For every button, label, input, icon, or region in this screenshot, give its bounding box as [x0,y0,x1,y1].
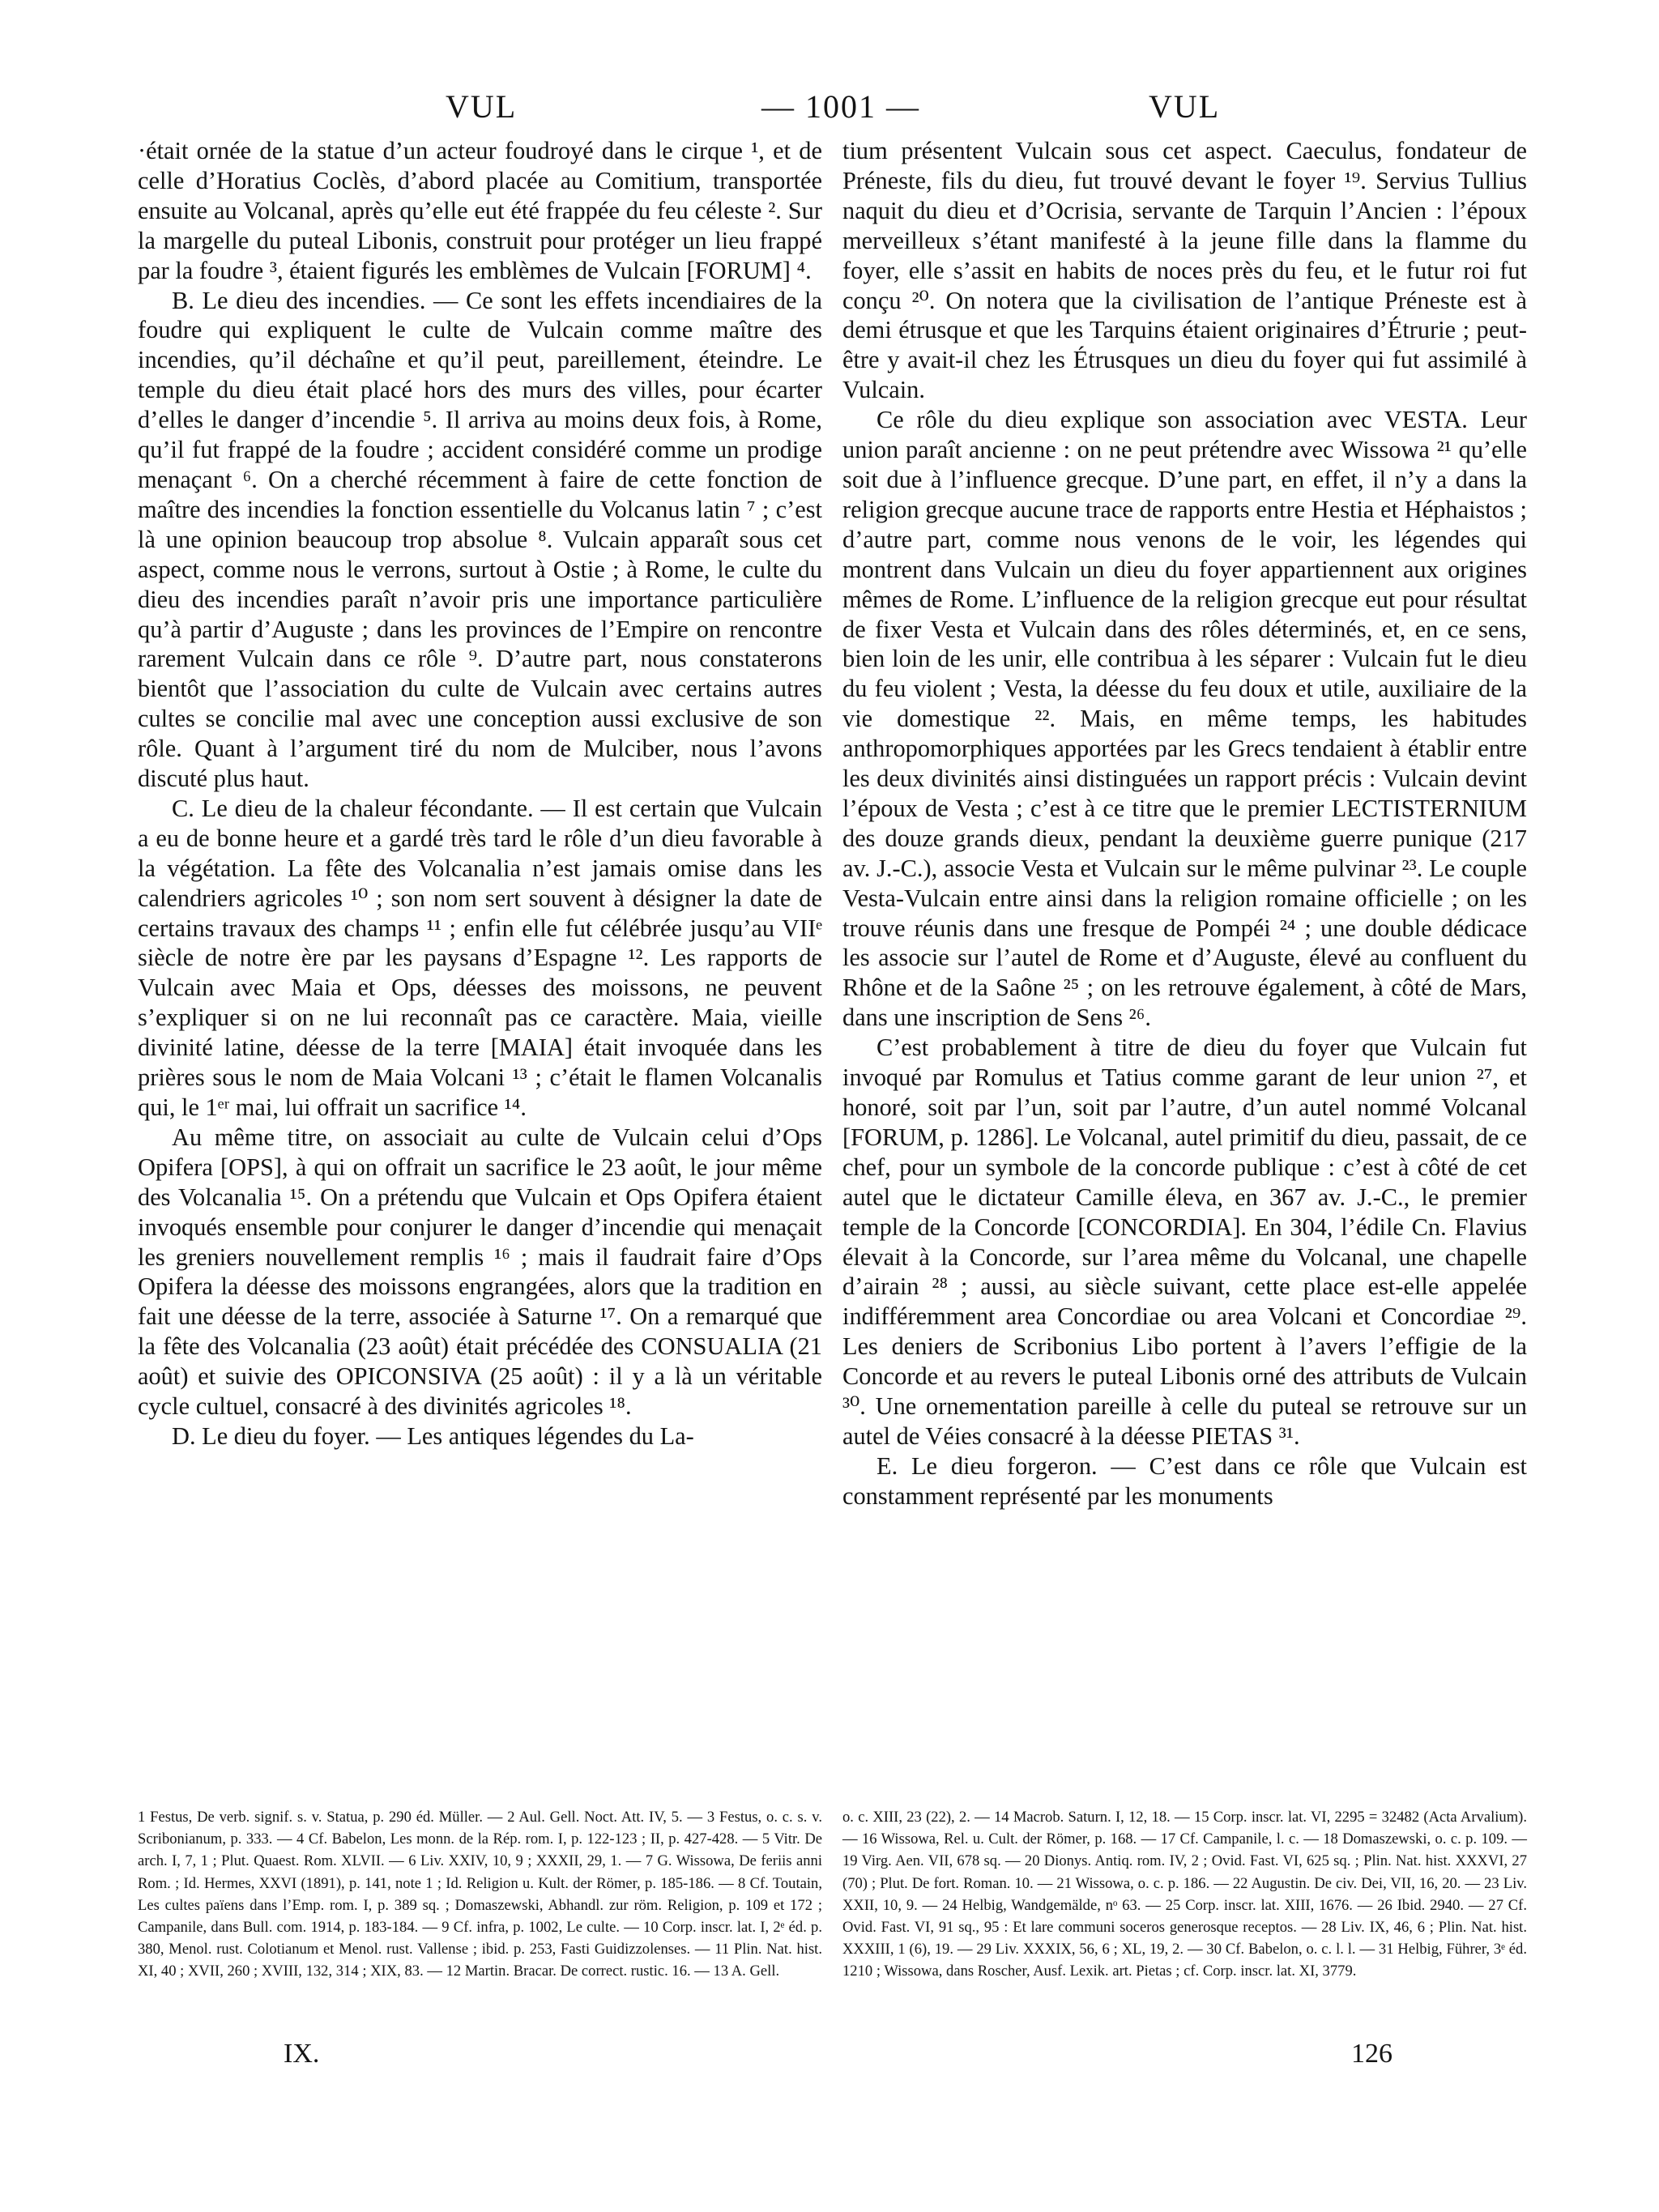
paragraph: C’est probablement à titre de dieu du foyer que Vulcain fut invoqué par Romulus et Tatius comme garant de leur union ²⁷, et honoré, soit par l’un, soit par l’autre, d’un autel nommé Volcanal [FORUM, p. 1286]. Le Volcanal, autel primitif du dieu, passait, de ce chef, pour un symbole de la concorde publique : c’est à côté de cet autel que le dictateur Camille éleva, en 367 av. J.-C., le premier temple de la Concorde [CONCORDIA]. En 304, l’édile Cn. Flavius élevait à la Concorde, sur l’area même du Volcanal, une chapelle d’airain ²⁸ ; aussi, au siècle suivant, cette place est-elle appelée indifféremment area Concordiae ou area Volcani et Concordiae ²⁹. Les deniers de Scribonius Libo portent à l’avers l’effigie de la Concorde et au revers le puteal Libonis orné des attributs de Vulcain ³⁰. Une ornementation pareille à celle du puteal se retrouve sur un autel de Véies consacré à la déesse PIETAS ³¹. [842,1034,1527,1450]
running-head-right: VUL [1149,88,1221,125]
text-column-right [842,136,1527,1511]
paragraph: Au même titre, on associait au culte de Vulcain celui d’Ops Opifera [OPS], à qui on offrait un sacrifice le 23 août, le jour même des Volcanalia ¹⁵. On a prétendu que Vulcain et Ops Opifera étaient invoqués ensemble pour conjurer le danger d’incendie qui menaçait les greniers nouvellement remplis ¹⁶ ; mais il faudrait faire d’Ops Opifera la déesse des moissons engrangées, alors que la tradition en fait une déesse de la terre, associée à Saturne ¹⁷. On a remarqué que la fête des Volcanalia (23 août) était précédée des CONSUALIA (21 août) et suivie des OPICONSIVA (25 août) : il y a là un véritable cycle cultuel, consacré à des divinités agricoles ¹⁸. [138,1123,822,1421]
footnotes-right: o. c. XIII, 23 (22), 2. — 14 Macrob. Saturn. I, 12, 18. — 15 Corp. inscr. lat. VI, 2295 = 32482 (Acta Arvalium). — 16 Wissowa, Rel. u. Cult. der Römer, p. 168. — 17 Cf. Campanile, l. c. — 18 Domaszewski, o. c. p. 109. — 19 Virg. Aen. VII, 678 sq. — 20 Dionys. Antiq. rom. IV, 2 ; Ovid. Fast. VI, 625 sq. ; Plin. Nat. hist. XXXVI, 27 (70) ; Plut. De fort. Roman. 10. — 21 Wissowa, o. c. p. 186. — 22 Augustin. De civ. Dei, VII, 16, 20. — 23 Liv. XXII, 10, 9. — 24 Helbig, Wandgemälde, nᵒ 63. — 25 Corp. inscr. lat. XIII, 1676. — 26 Ibid. 2940. — 27 Cf. Ovid. Fast. VI, 91 sq., 95 : Et lare communi soceros generosque receptos. — 28 Liv. IX, 46, 6 ; Plin. Nat. hist. XXXIII, 1 (6), 19. — 29 Liv. XXXIX, 56, 6 ; XL, 19, 2. — 30 Cf. Babelon, o. c. l. l. — 31 Helbig, Führer, 3ᵉ éd. 1210 ; Wissowa, dans Roscher, Ausf. Lexik. art. Pietas ; cf. Corp. inscr. lat. XI, 3779. [842,1809,1527,1980]
paragraph: C. Le dieu de la chaleur fécondante. — Il est certain que Vulcain a eu de bonne heure et a gardé très tard le rôle d’un dieu favorable à la végétation. La fête des Volcanalia n’est jamais omise dans les calendriers agricoles ¹⁰ ; son nom sert souvent à désigner la date de certains travaux des champs ¹¹ ; enfin elle fut célébrée jusqu’au VIIᵉ siècle de notre ère par les paysans d’Espagne ¹². Les rapports de Vulcain avec Maia et Ops, déesses des moissons, ne peuvent s’expliquer si on ne lui reconnaît pas ce caractère. Maia, vieille divinité latine, déesse de la terre [MAIA] était invoquée dans les prières sous le nom de Maia Volcani ¹³ ; c’était le flamen Volcanalis qui, le 1ᵉʳ mai, lui offrait un sacrifice ¹⁴. [138,794,822,1121]
paragraph: Ce rôle du dieu explique son association avec VESTA. Leur union paraît ancienne : on ne peut prétendre avec Wissowa ²¹ qu’elle soit due à l’influence grecque. D’une part, en effet, il n’y a dans la religion grecque aucune trace de rapports entre Hestia et Héphaistos ; d’autre part, comme nous venons de le voir, les légendes qui montrent dans Vulcain un dieu du foyer appartiennent aux origines mêmes de Rome. L’influence de la religion grecque eut pour résultat de fixer Vesta et Vulcain dans des rôles déterminés, et, en ce sens, bien loin de les unir, elle contribua à les séparer : Vulcain fut le dieu du feu violent ; Vesta, la déesse du feu doux et utile, auxiliaire de la vie domestique ²². Mais, en même temps, les habitudes anthropomorphiques apportées par les Grecs tendaient à établir entre les deux divinités ainsi distinguées un rapport précis : Vulcain devint l’époux de Vesta ; c’est à ce titre que le premier LECTISTERNIUM des douze grands dieux, pendant la deuxième guerre punique (217 av. J.-C.), associe Vesta et Vulcain sur le même pulvinar ²³. Le couple Vesta-Vulcain entre ainsi dans la religion romaine officielle ; on les trouve réunis dans une fresque de Pompéi ²⁴ ; une double dédicace les associe sur l’autel de Rome et d’Auguste, élevé au confluent du Rhône et de la Saône ²⁵ ; on les retrouve également, à côté de Mars, dans une inscription de Sens ²⁶. [842,406,1527,1032]
signature-mark: IX. [284,2039,320,2069]
sheet-number: 126 [1351,2039,1392,2069]
text-column-left [138,136,822,1451]
paragraph: B. Le dieu des incendies. — Ce sont les effets incendiaires de la foudre qui expliquent le culte de Vulcain comme maître des incendies, qu’il déchaîne et qu’il peut, pareillement, éteindre. Le temple du dieu était placé hors des murs des villes, pour écarter d’elles le danger d’incendie ⁵. Il arriva au moins deux fois, à Rome, qu’il fut frappé de la foudre ; accident considéré comme un prodige menaçant ⁶. On a cherché récemment à faire de cette fonction de maître des incendies la fonction essentielle du Volcanus latin ⁷ ; c’est là une opinion beaucoup trop absolue ⁸. Vulcain apparaît sous cet aspect, comme nous le verrons, surtout à Ostie ; à Rome, le culte du dieu des incendies paraît n’avoir pris une importance particulière qu’à partir d’Auguste ; dans les provinces de l’Empire on rencontre rarement Vulcain dans ce rôle ⁹. D’autre part, nous constaterons bientôt que l’association du culte de Vulcain avec certains autres cultes se concilie mal avec une conception aussi exclusive de son rôle. Quant à l’argument tiré du nom de Mulciber, nous l’avons discuté plus haut. [138,286,822,793]
paragraph: E. Le dieu forgeron. — C’est dans ce rôle que Vulcain est constamment représenté par les monuments [842,1451,1527,1510]
paragraph: D. Le dieu du foyer. — Les antiques légendes du La- [172,1421,694,1450]
paragraph: ·était ornée de la statue d’un acteur foudroyé dans le cirque ¹, et de celle d’Horatius Coclès, d’abord placée au Comitium, transportée ensuite au Volcanal, après qu’elle eut été frappée du feu céleste ². Sur la margelle du puteal Libonis, construit pour protéger un lieu frappé par la foudre ³, étaient figurés les emblèmes de Vulcain [FORUM] ⁴. [138,137,822,284]
page-number: — 1001 — [761,88,920,125]
running-head-left: VUL [446,88,518,125]
paragraph: tium présentent Vulcain sous cet aspect. Caeculus, fondateur de Préneste, fils du dieu, fut trouvé devant le foyer ¹⁹. Servius Tullius naquit du dieu et d’Ocrisia, servante de Tarquin l’Ancien : l’époux merveilleux s’étant manifesté à la jeune fille dans la flamme du foyer, elle s’assit en habits de noces près du feu, et le futur roi fut conçu ²⁰. On notera que la civilisation de l’antique Préneste est à demi étrusque et que les Tarquins étaient originaires d’Étrurie ; peut-être y avait-il chez les Étrusques un dieu du foyer qui fut assimilé à Vulcain. [842,137,1527,404]
footnotes-left: 1 Festus, De verb. signif. s. v. Statua, p. 290 éd. Müller. — 2 Aul. Gell. Noct. Att. IV, 5. — 3 Festus, o. c. s. v. Scribonianum, p. 333. — 4 Cf. Babelon, Les monn. de la Rép. rom. I, p. 122-123 ; II, p. 427-428. — 5 Vitr. De arch. I, 7, 1 ; Plut. Quaest. Rom. XLVII. — 6 Liv. XXIV, 10, 9 ; XXXII, 29, 1. — 7 G. Wissowa, De feriis anni Rom. ; Id. Hermes, XXVI (1891), p. 141, note 1 ; Id. Religion u. Kult. der Römer, p. 185-186. — 8 Cf. Toutain, Les cultes païens dans l’Emp. rom. I, p. 389 sq. ; Domaszewski, Abhandl. zur röm. Religion, p. 109 et 172 ; Campanile, dans Bull. com. 1914, p. 183-184. — 9 Cf. infra, p. 1002, Le culte. — 10 Corp. inscr. lat. I, 2ᵉ éd. p. 380, Menol. rust. Colotianum et Menol. rust. Vallense ; ibid. p. 253, Fasti Guidizzolenses. — 11 Plin. Nat. hist. XI, 40 ; XVII, 260 ; XVIII, 132, 314 ; XIX, 83. — 12 Martin. Bracar. De correct. rustic. 16. — 13 A. Gell. [138,1809,822,1980]
